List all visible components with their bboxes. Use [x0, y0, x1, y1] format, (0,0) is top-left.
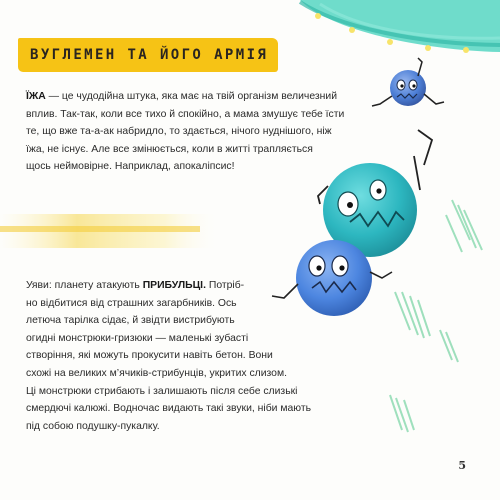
small-blue-monster — [372, 58, 444, 106]
story-line-8: смердючі калюжі. Водночас видають такі звуки, ніби мають — [26, 403, 312, 415]
story-paragraph — [26, 277, 326, 435]
intro-lead-word: ЇЖА — [26, 91, 46, 102]
intro-line-1: ЇЖА — це чудодійна штука, яка має на твій організм величезний — [26, 91, 337, 102]
teal-swirl — [300, 0, 500, 53]
story-line-7: Ці монстрюки стрибають і залишають після себе слизькі — [26, 385, 298, 397]
story-line-1: Уяви: планету атакують ПРИБУЛЬЦІ. Потріб- — [26, 280, 245, 291]
intro-line-5: щось неймовірне. Наприклад, апокаліпсис! — [26, 161, 235, 173]
aliens-highlight: ПРИБУЛЬЦІ. — [142, 280, 206, 291]
story-line-2: но відбитися від страшних загарбників. Ось — [26, 297, 237, 309]
yellow-light-beam — [0, 214, 220, 248]
intro-line-2: вплив. Так-так, коли все тихо й спокійно, а мама змушує тебе їсти — [26, 108, 345, 120]
story-line-9: під собою подушку-пукалку. — [26, 420, 160, 432]
page-title: ВУГЛЕМЕН ТА ЙОГО АРМІЯ — [30, 47, 269, 63]
title-banner — [18, 38, 278, 72]
intro-line-3: те, що вже та-а-ак набридло, то здається, нічого нуднішого, ніж — [26, 126, 332, 138]
story-line-4: огидні монстрюки-гризюки — маленькі зубасті — [26, 332, 249, 344]
story-line-6: схожі на великих м’ячиків-стрибунців, укритих слизом. — [26, 367, 287, 379]
story-line-3: летюча тарілка сідає, й звідти вистрибують — [26, 315, 235, 327]
story-line-5: створіння, які можуть прокусити навіть бетон. Вони — [26, 350, 273, 362]
page-number: 5 — [458, 459, 466, 472]
intro-paragraph — [26, 88, 374, 176]
intro-line-4: їжа, не існує. Але все змінюється, коли в житті трапляється — [26, 143, 313, 155]
